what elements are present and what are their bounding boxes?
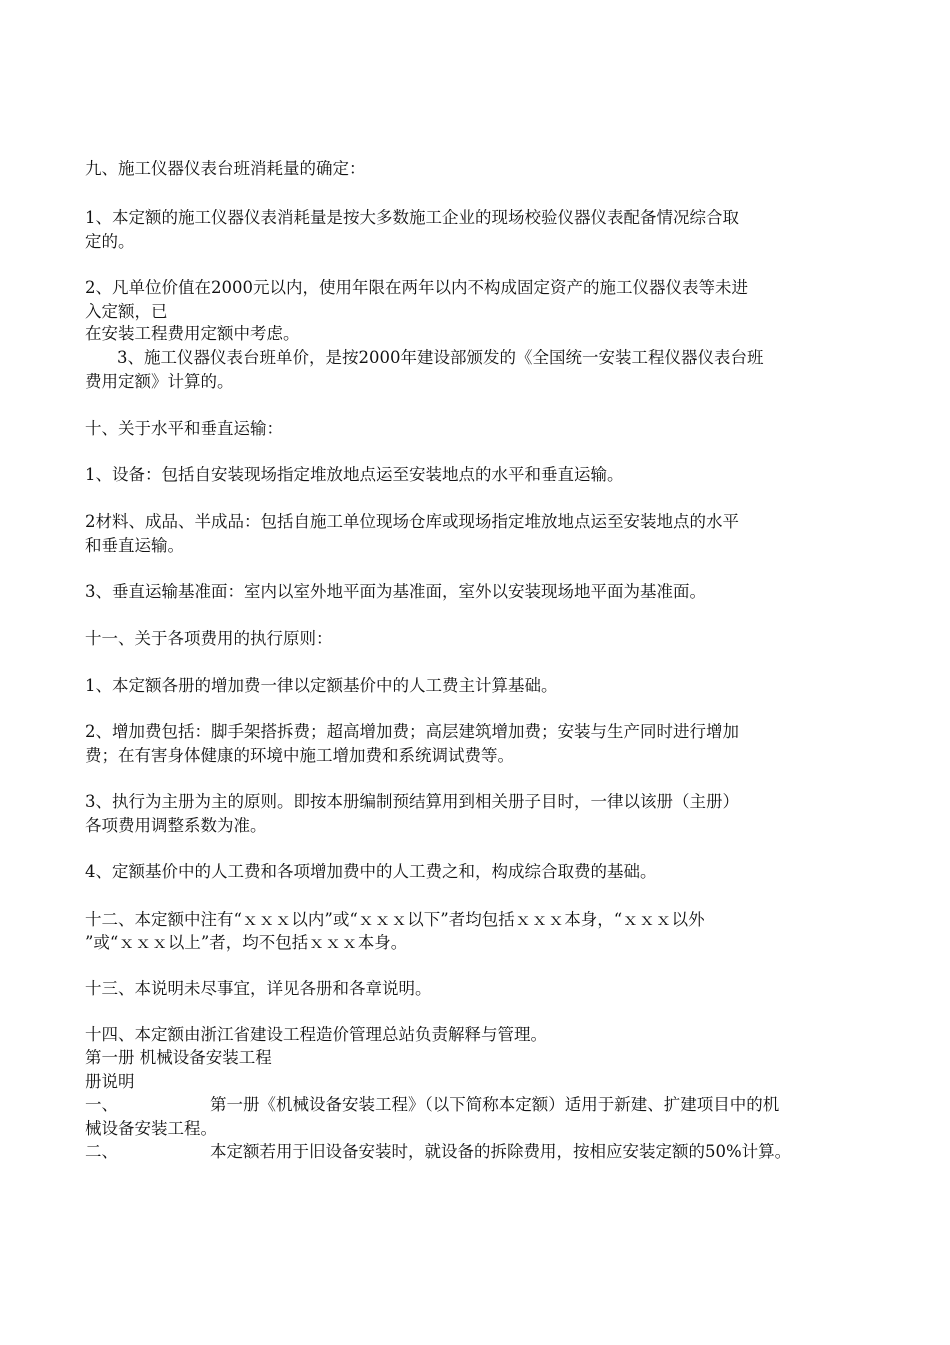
paragraph-line: 1、设备：包括自安装现场指定堆放地点运至安装地点的水平和垂直运输。: [85, 465, 624, 484]
section-heading-11: 十一、关于各项费用的执行原则：: [85, 629, 333, 648]
section-heading-13: 十三、本说明未尽事宜，详见各册和各章说明。: [85, 979, 432, 998]
section-heading-10: 十、关于水平和垂直运输：: [85, 419, 283, 438]
paragraph-line: 3、执行为主册为主的原则。即按本册编制预结算用到相关册子目时，一律以该册（主册）: [85, 792, 739, 811]
section-heading-12: 十二、本定额中注有“ｘｘｘ以内”或“ｘｘｘ以下”者均包括ｘｘｘ本身，“ｘｘｘ以外: [85, 910, 705, 929]
paragraph-line: 1、本定额的施工仪器仪表消耗量是按大多数施工企业的现场校验仪器仪表配备情况综合取: [85, 208, 739, 227]
volume-note-2: [85, 1140, 865, 1164]
paragraph-line: 费用定额》计算的。: [85, 372, 234, 391]
paragraph-line: 4、定额基价中的人工费和各项增加费中的人工费之和，构成综合取费的基础。: [85, 862, 657, 881]
paragraph-line: 3、垂直运输基准面：室内以室外地平面为基准面，室外以安装现场地平面为基准面。: [85, 582, 706, 601]
paragraph-line: 2、增加费包括：脚手架搭拆费；超高增加费；高层建筑增加费；安装与生产同时进行增加: [85, 722, 739, 741]
paragraph-line: 定的。: [85, 232, 135, 251]
paragraph-line: 械设备安装工程。: [85, 1119, 217, 1138]
section-heading-14: 十四、本定额由浙江省建设工程造价管理总站负责解释与管理。: [85, 1025, 547, 1044]
paragraph-line: 各项费用调整系数为准。: [85, 816, 267, 835]
item-marker: 二、: [85, 1142, 118, 1161]
volume-notes-heading: 册说明: [85, 1072, 135, 1091]
paragraph-line: ”或“ｘｘｘ以上”者，均不包括ｘｘｘ本身。: [85, 933, 408, 952]
paragraph-line: 1、本定额各册的增加费一律以定额基价中的人工费主计算基础。: [85, 676, 558, 695]
paragraph-line: 费；在有害身体健康的环境中施工增加费和系统调试费等。: [85, 746, 514, 765]
paragraph-line: 在安装工程费用定额中考虑。: [85, 324, 300, 343]
paragraph-line: 3、施工仪器仪表台班单价，是按2000年建设部颁发的《全国统一安装工程仪器仪表台班: [117, 348, 764, 367]
paragraph-line: 入定额，已: [85, 302, 168, 321]
volume-note-1: [85, 1093, 865, 1117]
paragraph-line: 和垂直运输。: [85, 536, 184, 555]
paragraph-line: 2、凡单位价值在2000元以内，使用年限在两年以内不构成固定资产的施工仪器仪表等未进: [85, 278, 748, 297]
paragraph-line: 2材料、成品、半成品：包括自施工单位现场仓库或现场指定堆放地点运至安装地点的水平: [85, 512, 739, 531]
section-heading-9: 九、施工仪器仪表台班消耗量的确定：: [85, 159, 366, 178]
item-text: 第一册《机械设备安装工程》（以下简称本定额）适用于新建、扩建项目中的机: [210, 1095, 780, 1114]
item-text: 本定额若用于旧设备安装时，就设备的拆除费用，按相应安装定额的50%计算。: [210, 1142, 792, 1161]
volume-title: 第一册 机械设备安装工程: [85, 1048, 272, 1067]
item-marker: 一、: [85, 1095, 118, 1114]
